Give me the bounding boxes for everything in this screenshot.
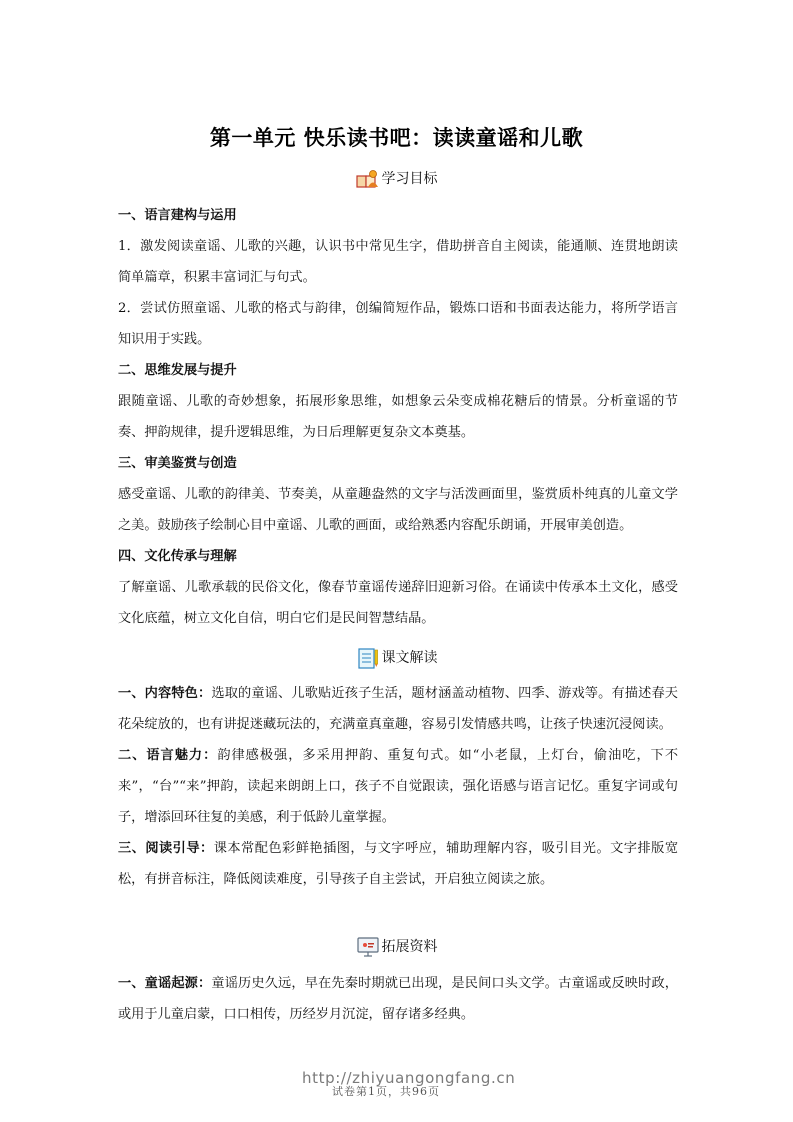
document-title: 第一单元 快乐读书吧：读读童谣和儿歌 — [209, 126, 584, 150]
section-header-extension — [0, 934, 793, 960]
slides-board-icon — [356, 936, 380, 958]
page-number: 试卷第1页，共96页 — [332, 1085, 440, 1098]
section-header-reading — [0, 645, 793, 671]
goals-heading-2: 二、思维发展与提升 — [118, 363, 237, 378]
section-label-goals: 学习目标 — [381, 171, 438, 187]
reading-text-3: 课本常配色彩鲜艳插图，与文字呼应，辅助理解内容，吸引目光。文字排版宽松，有拼音标注，降低阅读难度，引导孩子自主尝试，开启独立阅读之旅。 — [118, 841, 679, 887]
reading-lead-2: 二、语言魅力： — [118, 748, 218, 763]
notebook-pencil-icon — [356, 646, 380, 670]
goals-heading-1: 一、语言建构与运用 — [118, 208, 237, 223]
goals-heading-4: 四、文化传承与理解 — [118, 549, 237, 564]
goals-paragraph-5: 了解童谣、儿歌承载的民俗文化，像春节童谣传递辞旧迎新习俗。在诵读中传承本土文化，感受文化底蕴，树立文化自信，明白它们是民间智慧结晶。 — [118, 580, 678, 626]
section-header-goals — [0, 166, 793, 192]
goals-paragraph-3: 跟随童谣、儿歌的奇妙想象，拓展形象思维，如想象云朵变成棉花糖后的情景。分析童谣的节奏、押韵规律，提升逻辑思维，为日后理解更复杂文本奠基。 — [118, 394, 678, 440]
reading-lead-3: 三、阅读引导： — [118, 841, 214, 856]
goals-content — [118, 200, 678, 634]
reading-content — [118, 678, 678, 895]
reading-text-2: 韵律感极强，多采用押韵、重复句式。如“小老鼠，上灯台，偷油吃，下不来”，“台”“来”押韵，读起来朗朗上口，孩子不自觉跟读，强化语感与语言记忆。重复字词或句子，增添回环往复的美感，利于低龄儿童掌握。 — [118, 748, 679, 825]
reading-text-1: 选取的童谣、儿歌贴近孩子生活，题材涵盖动植物、四季、游戏等。有描述春天花朵绽放的，也有讲捉迷藏玩法的，充满童真童趣，容易引发情感共鸣，让孩子快速沉浸阅读。 — [118, 686, 678, 732]
goals-paragraph-2: 2．尝试仿照童谣、儿歌的格式与韵律，创编简短作品，锻炼口语和书面表达能力，将所学语言知识用于实践。 — [118, 301, 678, 347]
extension-lead-1: 一、童谣起源： — [118, 976, 212, 991]
watermark-url: http://zhiyuangongfang.cn — [302, 1069, 516, 1087]
extension-paragraph-1 — [118, 968, 678, 1030]
goals-heading-3: 三、审美鉴赏与创造 — [118, 456, 237, 471]
section-label-reading: 课文解读 — [381, 650, 438, 666]
reading-paragraph-3 — [118, 833, 678, 895]
reading-lead-1: 一、内容特色： — [118, 686, 212, 701]
extension-text-1: 童谣历史久远，早在先秦时期就已出现，是民间口头文学。古童谣或反映时政，或用于儿童启蒙，口口相传，历经岁月沉淀，留存诸多经典。 — [118, 976, 678, 1022]
goals-paragraph-1: 1．激发阅读童谣、儿歌的兴趣，认识书中常见生字，借助拼音自主阅读，能通顺、连贯地朗读简单篇章，积累丰富词汇与句式。 — [118, 239, 678, 285]
reading-paragraph-1 — [118, 678, 678, 740]
extension-content — [118, 968, 678, 1030]
section-label-extension: 拓展资料 — [381, 939, 438, 955]
reading-person-icon — [356, 169, 380, 189]
goals-paragraph-4: 感受童谣、儿歌的韵律美、节奏美，从童趣盎然的文字与活泼画面里，鉴赏质朴纯真的儿童文学之美。鼓励孩子绘制心目中童谣、儿歌的画面，或给熟悉内容配乐朗诵，开展审美创造。 — [118, 487, 678, 533]
reading-paragraph-2 — [118, 740, 678, 833]
